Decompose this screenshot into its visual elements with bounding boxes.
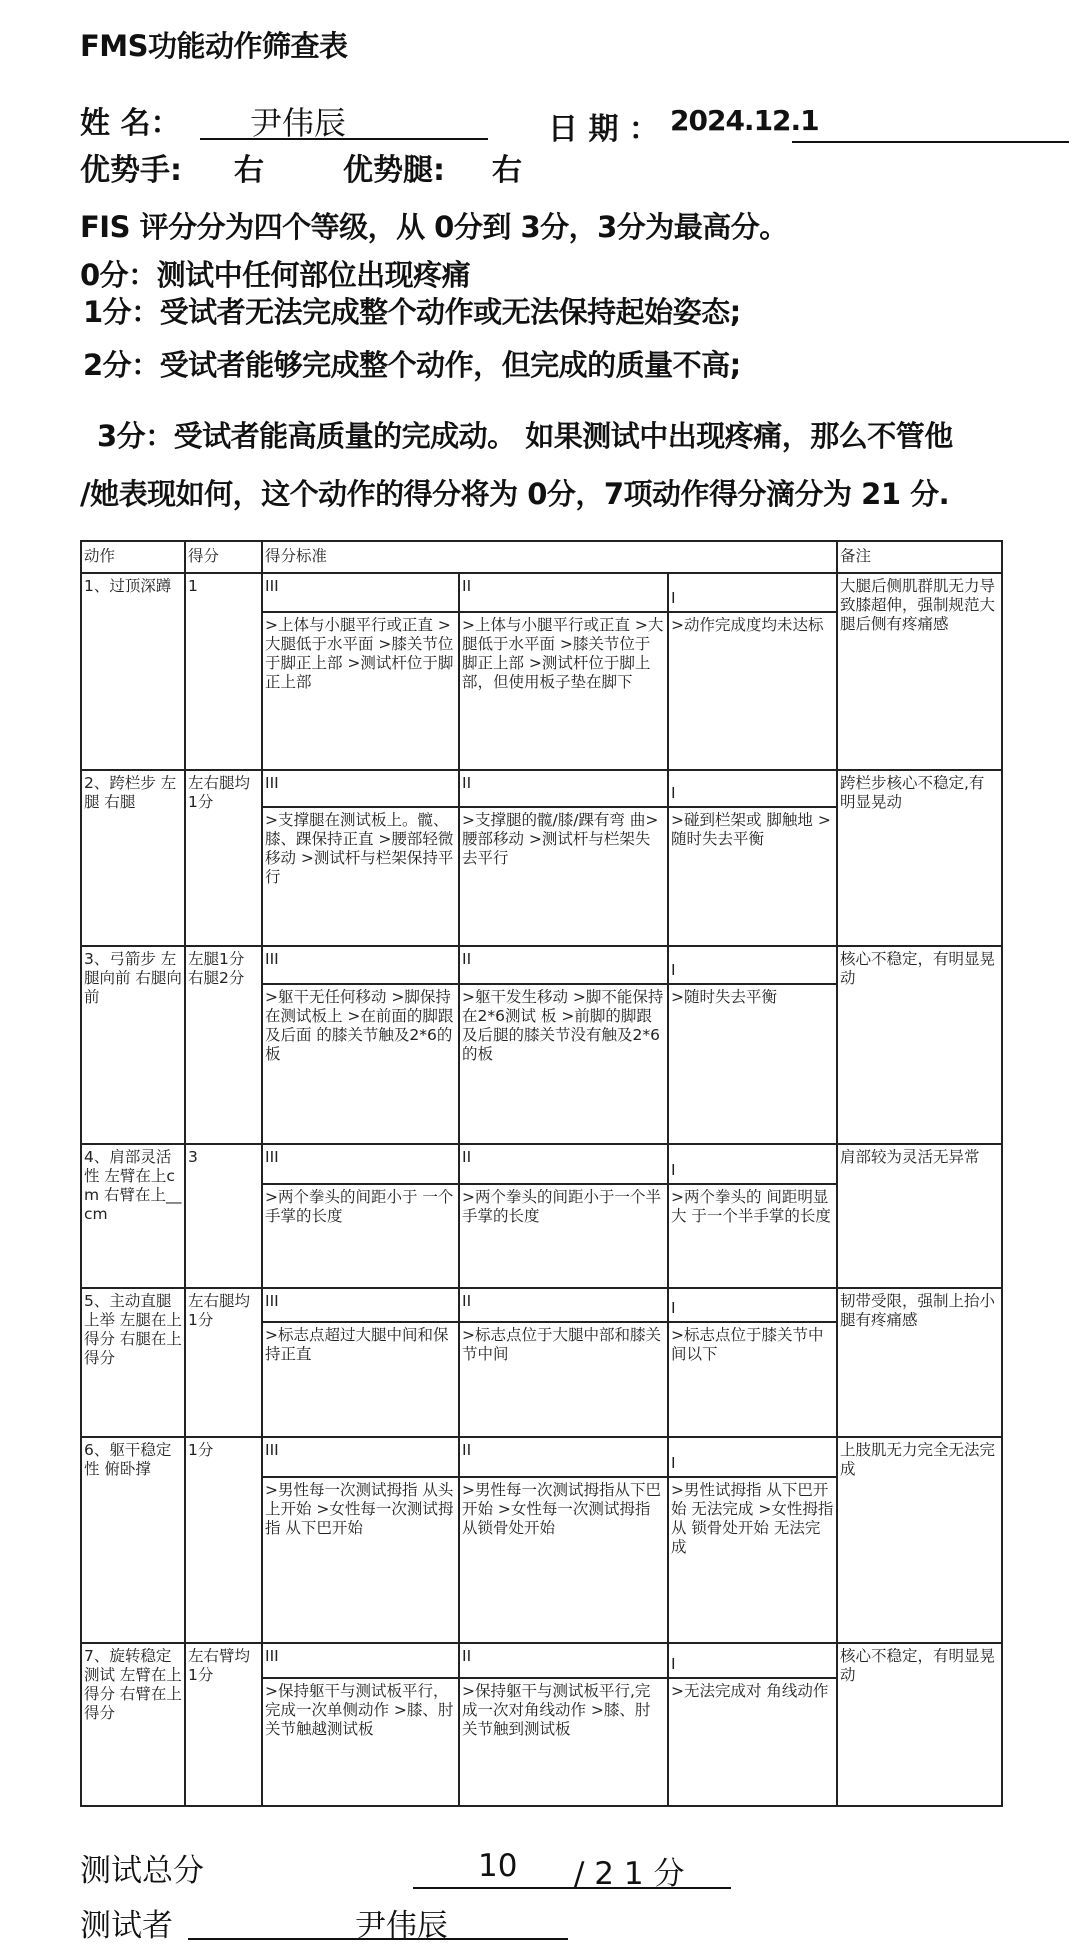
criteria-1-cell: >随时失去平衡	[668, 984, 837, 1144]
criteria-3-cell: >躯干无任何移动 >脚保持在测试板上 >在前面的脚跟及后面 的膝关节触及2*6的板	[262, 984, 459, 1144]
note-cell: 大腿后侧肌群肌无力导致膝超伸，强制规范大腿后侧有疼痛感	[837, 573, 1002, 770]
total-score-label: 测试总分	[80, 1853, 204, 1889]
grade-1-label: I	[668, 1643, 837, 1678]
fms-score-table	[80, 540, 1003, 1807]
header-criteria: 得分标准	[262, 541, 837, 573]
table-row	[81, 1144, 1002, 1184]
criteria-2-cell: >支撑腿的髋/膝/踝有弯 曲>腰部移动 >测试杆与栏架失去平行	[459, 807, 668, 946]
grade-3-label: III	[262, 946, 459, 984]
criteria-2-cell: >躯干发生移动 >脚不能保持在2*6测试 板 >前脚的脚跟及后腿的膝关节没有触及2*6的板	[459, 984, 668, 1144]
criteria-3-cell: >两个拳头的间距小于 一个手掌的长度	[262, 1184, 459, 1288]
table-header-row	[81, 541, 1002, 573]
criteria-1-cell: >标志点位于膝关节中间以下	[668, 1322, 837, 1437]
action-cell: 2、跨栏步 左腿 右腿	[81, 770, 185, 946]
rule-line-2: 0分：测试中任何部位出现疼痛	[80, 258, 471, 292]
grade-1-label: I	[668, 573, 837, 612]
score-cell: 左右腿均1分	[185, 1288, 262, 1437]
grade-3-label: III	[262, 1437, 459, 1477]
criteria-2-cell: >男性每一次测试拇指从下巴开始 >女性每一次测试拇指从锁骨处开始	[459, 1477, 668, 1643]
note-cell: 跨栏步核心不稳定,有明显晃动	[837, 770, 1002, 946]
grade-2-label: II	[459, 1643, 668, 1678]
criteria-2-cell: >标志点位于大腿中部和膝关节中间	[459, 1322, 668, 1437]
grade-1-label: I	[668, 1144, 837, 1184]
criteria-3-cell: >男性每一次测试拇指 从头上开始 >女性每一次测试拇指 从下巴开始	[262, 1477, 459, 1643]
criteria-1-cell: >男性试拇指 从下巴开始 无法完成 >女性拇指从 锁骨处开始 无法完成	[668, 1477, 837, 1643]
note-cell: 上肢肌无力完全无法完成	[837, 1437, 1002, 1643]
criteria-3-cell: >上体与小腿平行或正直 >大腿低于水平面 >膝关节位于脚正上部 >测试杆位于脚正上部	[262, 612, 459, 770]
score-cell: 左右腿均1分	[185, 770, 262, 946]
grade-2-label: II	[459, 946, 668, 984]
table-row	[81, 770, 1002, 807]
criteria-1-cell: >碰到栏架或 脚触地 >随时失去平衡	[668, 807, 837, 946]
total-score-max: / 2 1 分	[574, 1856, 685, 1892]
name-label: 姓 名：	[80, 106, 181, 141]
grade-3-label: III	[262, 770, 459, 807]
dominant-leg-value: 右	[492, 153, 522, 188]
grade-3-label: III	[262, 573, 459, 612]
criteria-2-cell: >保持躯干与测试板平行,完成一次对角线动作 >膝、肘关节触到测试板	[459, 1678, 668, 1806]
dominant-hand-value: 右	[234, 153, 264, 188]
criteria-1-cell: >无法完成对 角线动作	[668, 1678, 837, 1806]
rule-line-6: /她表现如何，这个动作的得分将为 0分，7项动作得分滴分为 21 分.	[80, 477, 950, 511]
action-cell: 3、弓箭步 左腿向前 右腿向前	[81, 946, 185, 1144]
table-row	[81, 1643, 1002, 1678]
note-cell: 肩部较为灵活无异常	[837, 1144, 1002, 1288]
grade-1-label: I	[668, 946, 837, 984]
page-title: FMS功能动作筛查表	[80, 29, 348, 63]
grade-1-label: I	[668, 770, 837, 807]
grade-1-label: I	[668, 1288, 837, 1322]
dominant-leg-label: 优势腿:	[343, 153, 445, 188]
rule-line-1: FIS 评分分为四个等级，从 0分到 3分，3分为最高分。	[80, 210, 788, 244]
criteria-2-cell: >两个拳头的间距小于一个半手掌的长度	[459, 1184, 668, 1288]
criteria-3-cell: >保持躯干与测试板平行，完成一次单侧动作 >膝、肘关节触越测试板	[262, 1678, 459, 1806]
score-cell: 1分	[185, 1437, 262, 1643]
grade-3-label: III	[262, 1643, 459, 1678]
action-cell: 4、肩部灵活性 左臂在上cm 右臂在上__cm	[81, 1144, 185, 1288]
date-underline	[792, 141, 1069, 143]
score-cell: 3	[185, 1144, 262, 1288]
rule-line-3: 1分：受试者无法完成整个动作或无法保持起始姿态;	[83, 295, 741, 329]
note-cell: 核心不稳定，有明显晃动	[837, 946, 1002, 1144]
action-cell: 6、躯干稳定性 俯卧撑	[81, 1437, 185, 1643]
tester-value: 尹伟辰	[355, 1908, 448, 1944]
note-cell: 韧带受限，强制上抬小腿有疼痛感	[837, 1288, 1002, 1437]
action-cell: 1、过顶深蹲	[81, 573, 185, 770]
grade-2-label: II	[459, 1288, 668, 1322]
criteria-1-cell: >两个拳头的 间距明显大 于一个半手掌的长度	[668, 1184, 837, 1288]
score-cell: 左腿1分右腿2分	[185, 946, 262, 1144]
score-cell: 1	[185, 573, 262, 770]
criteria-1-cell: >动作完成度均未达标	[668, 612, 837, 770]
table-row	[81, 573, 1002, 612]
name-value: 尹伟辰	[250, 104, 347, 142]
grade-3-label: III	[262, 1144, 459, 1184]
rule-line-4: 2分：受试者能够完成整个动作，但完成的质量不高;	[83, 348, 741, 382]
dominant-hand-label: 优势手:	[80, 153, 182, 188]
grade-2-label: II	[459, 1144, 668, 1184]
grade-3-label: III	[262, 1288, 459, 1322]
tester-label: 测试者	[80, 1908, 173, 1944]
note-cell: 核心不稳定，有明显晃动	[837, 1643, 1002, 1806]
grade-2-label: II	[459, 770, 668, 807]
score-cell: 左右臂均1分	[185, 1643, 262, 1806]
criteria-2-cell: >上体与小腿平行或正直 >大腿低于水平面 >膝关节位于脚正上部 >测试杆位于脚上部，但使用板子垫在脚下	[459, 612, 668, 770]
action-cell: 5、主动直腿上举 左腿在上得分 右腿在上得分	[81, 1288, 185, 1437]
table-row	[81, 1437, 1002, 1477]
table-row	[81, 946, 1002, 984]
table-row	[81, 1288, 1002, 1322]
date-value: 2024.12.1	[670, 104, 819, 137]
grade-2-label: II	[459, 573, 668, 612]
criteria-3-cell: >标志点超过大腿中间和保持正直	[262, 1322, 459, 1437]
criteria-3-cell: >支撑腿在测试板上。髋、膝、踝保持正直 >腰部轻微移动 >测试杆与栏架保持平行	[262, 807, 459, 946]
grade-1-label: I	[668, 1437, 837, 1477]
header-score: 得分	[185, 541, 262, 573]
header-action: 动作	[81, 541, 185, 573]
date-label: 日 期 ：	[548, 112, 659, 147]
rule-line-5: 3分：受试者能高质量的完成动。 如果测试中出现疼痛，那么不管他	[97, 419, 953, 453]
header-note: 备注	[837, 541, 1002, 573]
total-score-value: 10	[478, 1848, 518, 1884]
action-cell: 7、旋转稳定测试 左臂在上得分 右臂在上得分	[81, 1643, 185, 1806]
grade-2-label: II	[459, 1437, 668, 1477]
